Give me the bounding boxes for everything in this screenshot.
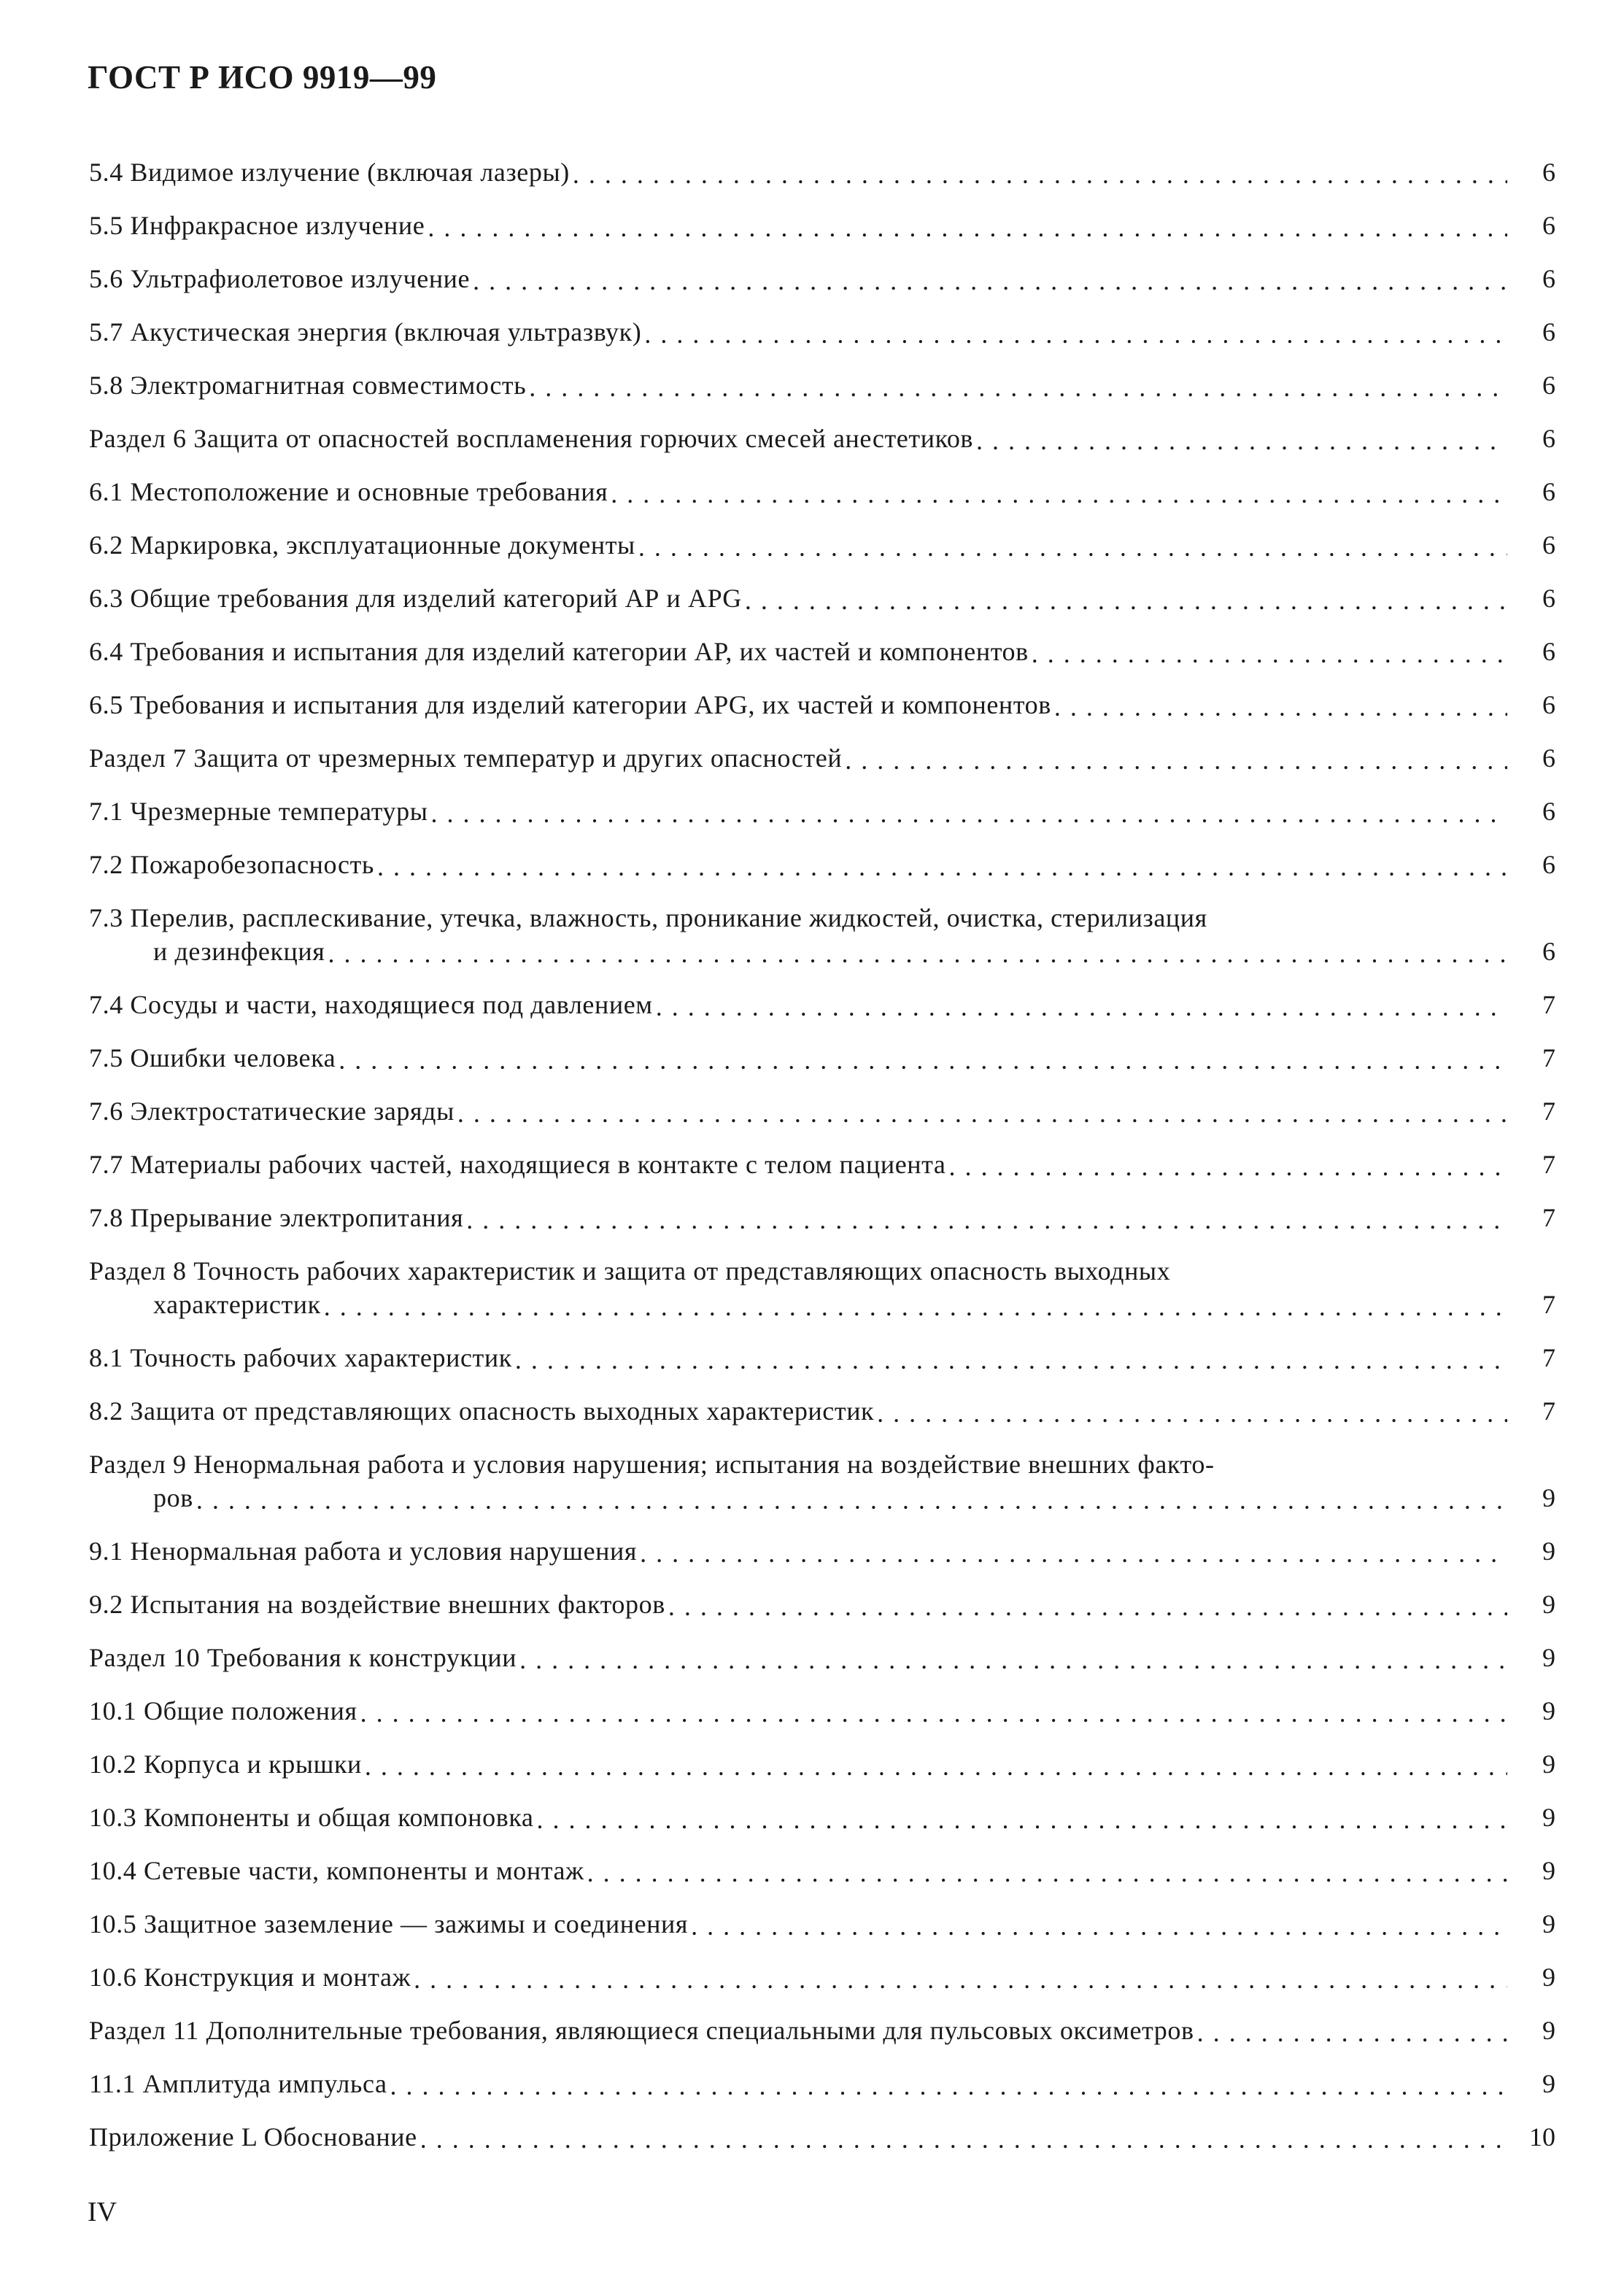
toc-entry-line: Раздел 7 Защита от чрезмерных температур и других опасностей: [89, 743, 843, 773]
toc-entry: [89, 509, 1555, 562]
toc-entry-line: 6.1 Местоположение и основные требования: [89, 477, 608, 506]
toc-entry-page: 9: [1507, 1801, 1555, 1834]
toc-entry-line: 10.1 Общие положения: [89, 1696, 357, 1725]
toc-entry-page: 9: [1507, 1907, 1555, 1941]
toc-entry-line: 7.1 Чрезмерные температуры: [89, 797, 428, 826]
table-of-contents: [89, 136, 1555, 2154]
toc-entry-title: [89, 1094, 1507, 1128]
toc-entry-page: 6: [1507, 528, 1555, 562]
toc-entry-page: 9: [1507, 1960, 1555, 1994]
toc-entry-page: 7: [1507, 1148, 1555, 1181]
toc-entry-page: 6: [1507, 848, 1555, 881]
toc-entry-page: 7: [1507, 1094, 1555, 1128]
toc-entry-title: [89, 2014, 1507, 2047]
toc-entry: [89, 2100, 1555, 2154]
toc-entry-page: 7: [1507, 1341, 1555, 1375]
toc-entry-title: [89, 209, 1507, 242]
toc-entry-page: 9: [1507, 1481, 1555, 1515]
toc-entry-title: [89, 1960, 1507, 1994]
toc-entry-line: 6.3 Общие требования для изделий категорий АР и APG: [89, 584, 742, 613]
toc-entry: [89, 668, 1555, 722]
toc-entry-line: 11.1 Амплитуда импульса: [89, 2069, 387, 2098]
toc-entry-line: 7.4 Сосуды и части, находящиеся под давлением: [89, 990, 653, 1019]
toc-entry-line: 6.4 Требования и испытания для изделий категории АР, их частей и компонентов: [89, 637, 1029, 666]
toc-entry-line: 8.2 Защита от представляющих опасность выходных характеристик: [89, 1396, 875, 1426]
toc-entry-page: 6: [1507, 581, 1555, 615]
toc-entry: [89, 1728, 1555, 1781]
toc-entry: [89, 1834, 1555, 1887]
toc-entry-page: 6: [1507, 315, 1555, 349]
toc-entry-page: 6: [1507, 262, 1555, 295]
toc-entry-title: [89, 2067, 1507, 2100]
toc-entry-page: 7: [1507, 1201, 1555, 1234]
toc-entry-page: 6: [1507, 741, 1555, 775]
toc-entry: [89, 242, 1555, 295]
toc-entry-line: 10.3 Компоненты и общая компоновка: [89, 1803, 534, 1832]
toc-entry: [89, 295, 1555, 349]
toc-entry-page: 9: [1507, 1747, 1555, 1781]
toc-entry-title: [89, 1801, 1507, 1834]
toc-entry-page: 10: [1507, 2120, 1555, 2154]
toc-entry: [89, 455, 1555, 509]
toc-entry-line: 7.6 Электростатические заряды: [89, 1097, 455, 1126]
toc-entry-page: 9: [1507, 1854, 1555, 1887]
toc-entry-page: 9: [1507, 1641, 1555, 1674]
toc-entry-line: 7.7 Материалы рабочих частей, находящиеся в контакте с телом пациента: [89, 1150, 946, 1179]
toc-entry: [89, 349, 1555, 402]
toc-entry: [89, 828, 1555, 881]
toc-entry-line: ров: [153, 1483, 193, 1512]
page-number: IV: [88, 2197, 117, 2227]
toc-entry-line: 10.6 Конструкция и монтаж: [89, 1963, 411, 1992]
toc-entry-line: характеристик: [153, 1290, 321, 1319]
toc-entry-line: 10.2 Корпуса и крышки: [89, 1750, 362, 1779]
toc-entry: [89, 1568, 1555, 1621]
toc-entry-page: 9: [1507, 1588, 1555, 1621]
toc-entry-line: Раздел 8 Точность рабочих характеристик и защита от представляющих опасность выходных: [89, 1256, 1171, 1286]
toc-entry-line: Раздел 11 Дополнительные требования, являющиеся специальными для пульсовых оксиметров: [89, 2016, 1194, 2045]
toc-entry-title: [89, 741, 1507, 775]
toc-entry: [89, 1515, 1555, 1568]
toc-entry-line: 6.5 Требования и испытания для изделий категории APG, их частей и компонентов: [89, 690, 1051, 719]
toc-entry-line: Приложение L Обоснование: [89, 2122, 417, 2152]
toc-entry: [89, 1321, 1555, 1375]
toc-entry: [89, 1428, 1555, 1515]
toc-entry: [89, 968, 1555, 1021]
toc-entry-title: [89, 1447, 1507, 1515]
toc-entry-page: 7: [1507, 1041, 1555, 1075]
toc-entry-title: [89, 1694, 1507, 1728]
toc-entry: [89, 2047, 1555, 2100]
toc-entry-line: 9.1 Ненормальная работа и условия нарушения: [89, 1536, 638, 1566]
toc-entry: [89, 1781, 1555, 1834]
toc-entry-page: 6: [1507, 209, 1555, 242]
document-title: ГОСТ Р ИСО 9919—99: [88, 59, 437, 96]
toc-entry-line: 8.1 Точность рабочих характеристик: [89, 1343, 512, 1372]
toc-entry-page: 9: [1507, 1694, 1555, 1728]
toc-entry-line: 10.4 Сетевые части, компоненты и монтаж: [89, 1856, 584, 1885]
toc-entry-page: 6: [1507, 368, 1555, 402]
toc-entry: [89, 1075, 1555, 1128]
toc-entry-line: 5.6 Ультрафиолетовое излучение: [89, 264, 471, 293]
toc-entry-title: [89, 901, 1507, 968]
toc-entry-line: 6.2 Маркировка, эксплуатационные документы: [89, 530, 635, 560]
toc-entry-title: [89, 2120, 1507, 2154]
toc-entry-line: 5.7 Акустическая энергия (включая ультразвук): [89, 317, 642, 347]
toc-entry-line: 5.8 Электромагнитная совместимость: [89, 371, 527, 400]
toc-entry: [89, 1181, 1555, 1234]
toc-entry-page: 6: [1507, 475, 1555, 509]
toc-entry-title: [89, 581, 1507, 615]
toc-entry: [89, 1128, 1555, 1181]
toc-entry-title: [89, 1747, 1507, 1781]
toc-entry-title: [89, 1394, 1507, 1428]
toc-entry-title: [89, 475, 1507, 509]
toc-entry-line: 10.5 Защитное заземление — зажимы и соединения: [89, 1909, 689, 1938]
toc-entry: [89, 775, 1555, 828]
toc-entry-title: [89, 528, 1507, 562]
toc-entry-title: [89, 155, 1507, 189]
toc-entry: [89, 562, 1555, 615]
toc-entry-page: 6: [1507, 155, 1555, 189]
toc-entry: [89, 1234, 1555, 1321]
toc-entry-page: 6: [1507, 635, 1555, 668]
toc-entry-title: [89, 1641, 1507, 1674]
toc-entry: [89, 1674, 1555, 1728]
toc-entry-title: [89, 262, 1507, 295]
toc-entry-page: 9: [1507, 1534, 1555, 1568]
toc-entry-page: 7: [1507, 988, 1555, 1021]
toc-entry: [89, 136, 1555, 189]
toc-entry-page: 7: [1507, 1394, 1555, 1428]
toc-entry-line: 7.2 Пожаробезопасность: [89, 850, 374, 879]
toc-entry-page: 6: [1507, 422, 1555, 455]
toc-entry-title: [89, 315, 1507, 349]
toc-entry-page: 7: [1507, 1288, 1555, 1321]
toc-entry-page: 6: [1507, 688, 1555, 722]
toc-entry-page: 6: [1507, 935, 1555, 968]
toc-entry-line: 7.3 Перелив, расплескивание, утечка, влажность, проникание жидкостей, очистка, стерилизация: [89, 903, 1207, 932]
toc-entry-line: 5.5 Инфракрасное излучение: [89, 211, 425, 240]
toc-entry: [89, 1021, 1555, 1075]
toc-entry-title: [89, 1534, 1507, 1568]
toc-entry-page: 6: [1507, 795, 1555, 828]
toc-entry: [89, 722, 1555, 775]
toc-entry-title: [89, 422, 1507, 455]
toc-entry: [89, 881, 1555, 968]
toc-entry-line: Раздел 10 Требования к конструкции: [89, 1643, 517, 1672]
toc-entry-line: Раздел 9 Ненормальная работа и условия нарушения; испытания на воздействие внешних факто-: [89, 1450, 1215, 1479]
toc-entry-title: [89, 1041, 1507, 1075]
toc-entry: [89, 1941, 1555, 1994]
toc-entry-line: 7.5 Ошибки человека: [89, 1043, 336, 1072]
toc-entry: [89, 189, 1555, 242]
toc-entry-title: [89, 795, 1507, 828]
toc-entry-page: 9: [1507, 2014, 1555, 2047]
toc-entry: [89, 402, 1555, 455]
toc-entry-title: [89, 1907, 1507, 1941]
toc-entry-title: [89, 688, 1507, 722]
toc-entry-title: [89, 1341, 1507, 1375]
toc-entry-title: [89, 1201, 1507, 1234]
toc-entry-title: [89, 1254, 1507, 1321]
toc-entry-line: и дезинфекция: [153, 937, 325, 966]
toc-entry: [89, 1887, 1555, 1941]
toc-entry-title: [89, 848, 1507, 881]
toc-entry-title: [89, 988, 1507, 1021]
toc-entry-title: [89, 368, 1507, 402]
toc-entry-title: [89, 635, 1507, 668]
toc-entry-title: [89, 1854, 1507, 1887]
toc-entry-line: 5.4 Видимое излучение (включая лазеры): [89, 158, 570, 187]
toc-entry-line: Раздел 6 Защита от опасностей воспламенения горючих смесей анестетиков: [89, 424, 974, 453]
toc-entry-line: 7.8 Прерывание электропитания: [89, 1203, 464, 1232]
toc-entry: [89, 615, 1555, 668]
toc-entry-line: 9.2 Испытания на воздействие внешних факторов: [89, 1590, 665, 1619]
toc-entry-page: 9: [1507, 2067, 1555, 2100]
toc-entry: [89, 1621, 1555, 1674]
toc-entry: [89, 1375, 1555, 1428]
toc-entry: [89, 1994, 1555, 2047]
toc-entry-title: [89, 1148, 1507, 1181]
toc-entry-title: [89, 1588, 1507, 1621]
